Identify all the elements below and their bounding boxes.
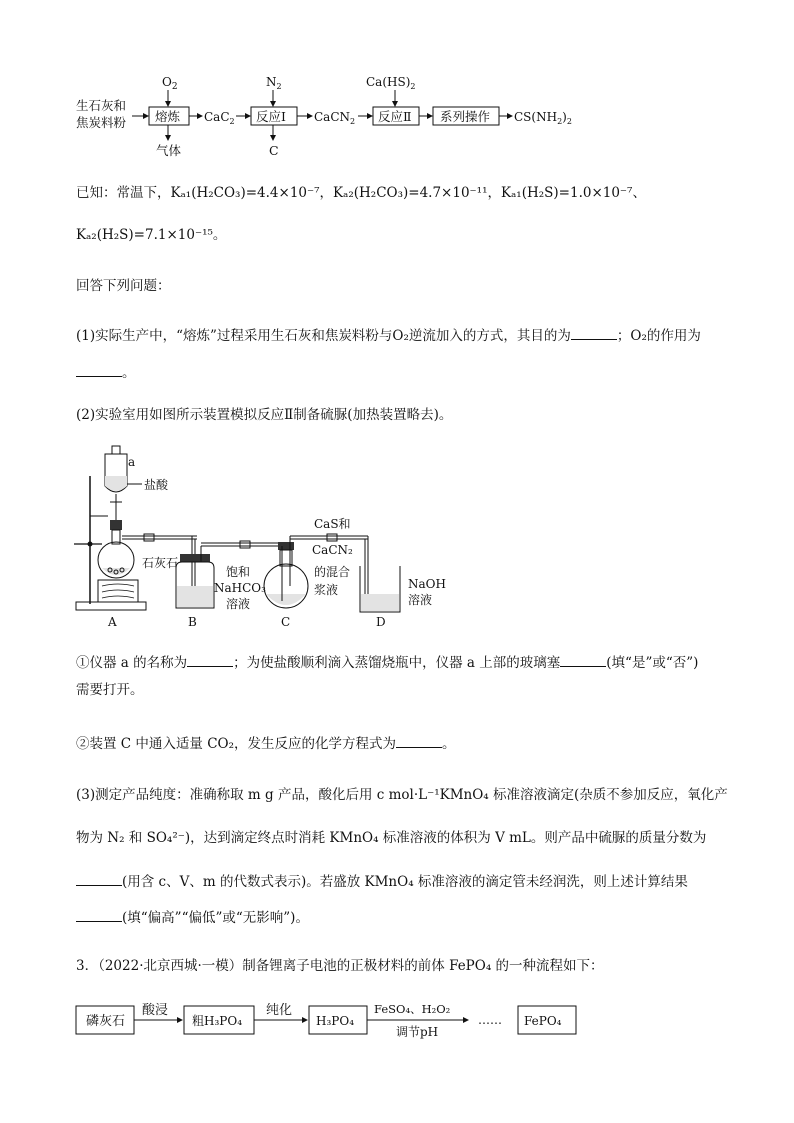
synthesis-flow-diagram [70,72,590,162]
label-c-line1: CaS和 [314,517,351,531]
answer-blank[interactable] [76,871,122,886]
known-constants-line1: 已知：常温下，Kₐ₁(H₂CO₃)=4.4×10⁻⁷，Kₐ₂(H₂CO₃)=4.7×10⁻¹¹，Kₐ₁(H₂S)=1.0×10⁻⁷、 [76,185,646,201]
svg-text:Ca(HS)2: $Ca(HS)_2$ [366,75,416,91]
answer-blank[interactable] [560,652,606,667]
question-1-cont: 。 [76,362,136,383]
label-C: C [281,615,291,629]
label-a: a [128,455,136,469]
question-3-line2: 物为 N₂ 和 SO₄²⁻)，达到滴定终点时消耗 KMnO₄ 标准溶液的体积为 V mL。则产品中硫脲的质量分数为 [76,830,707,846]
label-B: B [188,615,197,629]
label-c-line3: 的混合 [314,565,351,579]
flow2-h3po4: H₃PO₄ [316,1014,354,1028]
question-2: (2)实验室用如图所示装置模拟反应Ⅱ制备硫脲(加热装置略去)。 [76,407,453,423]
label-d-line2: 溶液 [408,593,433,607]
label-limestone: 石灰石 [142,556,179,570]
question-1: (1)实际生产中，“熔炼”过程采用生石灰和焦炭料粉与O₂逆流加入的方式，其目的为 ；O₂的作用为 [76,325,701,346]
question-2-1: ①仪器 a 的名称为 ；为使盐酸顺利滴入蒸馏烧瓶中，仪器 a 上部的玻璃塞 (填“是”或“否”) [76,652,698,673]
flow2-reagents: FeSO₄、H₂O₂ [374,1002,451,1016]
answer-blank[interactable] [76,907,122,922]
flow2-adjust-ph: 调节pH [396,1025,439,1039]
svg-text:CaCN2: CaCN$_2$ [314,110,356,126]
smelt-label: 熔炼 [155,109,181,124]
label-c-line4: 浆液 [314,583,339,597]
label-b-line1: 饱和 [226,565,251,579]
cacn2-label: CaCN [314,110,351,124]
flow1-n2: N [266,75,277,89]
gas-label: 气体 [156,143,182,158]
reaction2-label: 反应Ⅱ [378,109,412,124]
cac2-label: CaC [204,110,230,124]
carbon-label: C [269,143,279,158]
apparatus-diagram [72,436,452,632]
svg-text:CaC2: CaC$_2$ [204,110,235,126]
flow1-raw-line1: 生石灰和 [76,98,127,113]
flow1-o2: O [162,75,172,89]
thiourea-label: CS(NH [514,110,558,124]
question-2-2: ②装置 C 中通入适量 CO₂，发生反应的化学方程式为 。 [76,733,456,754]
series-ops-label: 系列操作 [440,109,491,124]
known-constants-line2: Kₐ₂(H₂S)=7.1×10⁻¹⁵。 [76,227,227,243]
flow2-rock: 磷灰石 [86,1014,126,1029]
answer-blank[interactable] [76,362,122,377]
svg-text:N2: $N_2$ [266,75,282,91]
flow2-purify: 纯化 [266,1003,293,1018]
fepo4-flow-diagram [74,996,594,1044]
flow1-raw-line2: 焦炭料粉 [76,115,127,130]
label-D: D [376,615,386,629]
label-hcl: 盐酸 [144,478,169,492]
question-3-line1: (3)测定产品纯度：准确称取 m g 产品，酸化后用 c mol·L⁻¹KMnO₄ 标准溶液滴定(杂质不参加反应，氧化产 [76,787,728,803]
svg-text:CS(NH2)2: $CS(NH_2)_2$ [514,110,572,126]
question-3-line4: (填“偏高”“偏低”或“无影响”)。 [76,907,309,928]
svg-text:O2: $O_2$ [162,75,178,92]
answer-blank[interactable] [187,652,233,667]
label-b-line2: NaHCO₃ [214,581,266,595]
flow2-crude: 粗H₃PO₄ [192,1014,242,1028]
answer-blank[interactable] [571,325,617,340]
reaction1-label: 反应Ⅰ [256,109,286,124]
flow2-acid-leach: 酸浸 [142,1003,169,1018]
label-c-line2: CaCN₂ [312,543,353,557]
question-3-line3: (用含 c、V、m 的代数式表示)。若盛放 KMnO₄ 标准溶液的滴定管未经润洗，则上述计算结果 [76,871,688,892]
label-A: A [108,615,117,629]
intro-text: 回答下列问题： [76,278,171,294]
label-b-line3: 溶液 [226,597,251,611]
label-d-line1: NaOH [408,577,446,591]
answer-blank[interactable] [396,733,442,748]
question-2-1-cont: 需要打开。 [76,682,144,698]
flow2-fepo4: FePO₄ [524,1014,562,1028]
cahs2-label: Ca(HS) [366,75,411,89]
flow2-dots: …… [478,1013,502,1027]
problem-3-text: 3．（2022·北京西城·一模）制备锂离子电池的正极材料的前体 FePO₄ 的一种流程如下： [76,958,604,974]
